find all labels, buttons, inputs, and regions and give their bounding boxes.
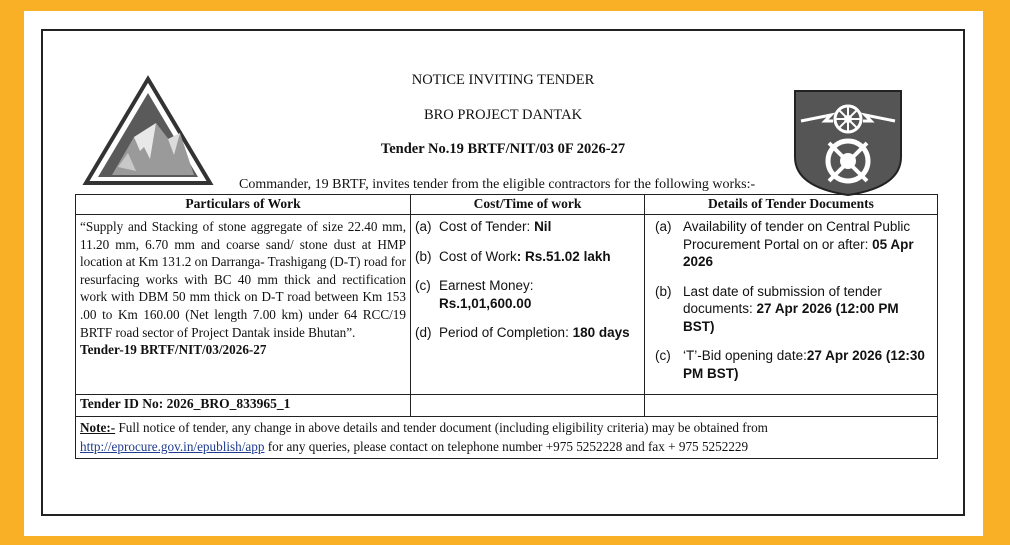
cost-item: (a) Cost of Tender: Nil <box>415 219 552 234</box>
eprocure-link[interactable]: http://eprocure.gov.in/epublish/app <box>80 438 265 454</box>
notice-title: NOTICE INVITING TENDER <box>411 72 595 88</box>
notice-paper <box>24 11 983 536</box>
notice-frame <box>41 29 965 516</box>
note-text: Full notice of tender, any change in above details and tender document (including eligibility criteria) may be obtained from <box>115 420 768 435</box>
table-header-row <box>76 195 938 215</box>
header-documents: Details of Tender Documents <box>645 195 938 215</box>
work-cell <box>76 215 411 395</box>
document-item: (a) Availability of tender on Central Public Procurement Portal on or after: 05 Apr 2026 <box>655 219 914 269</box>
bro-mountain-logo <box>82 75 214 187</box>
document-item: (b) Last date of submission of tender documents: 27 Apr 2026 (12:00 PM BST) <box>655 283 899 334</box>
project-name: BRO PROJECT DANTAK <box>423 107 583 123</box>
tender-id-row <box>76 395 938 417</box>
documents-cell <box>645 215 938 395</box>
tender-table <box>75 194 938 459</box>
cost-item: (c) Earnest Money: Rs.1,01,600.00 <box>415 278 534 311</box>
note-label: Note:- <box>80 420 116 435</box>
note-contact: for any queries, please contact on telephone number +975 5252228 and fax + 975 5252229 <box>264 438 749 454</box>
note-row <box>76 417 938 459</box>
tender-id: Tender ID No: 2026_BRO_833965_1 <box>76 395 411 417</box>
cost-item: (d) Period of Completion: 180 days <box>415 325 630 340</box>
work-reference: Tender-19 BRTF/NIT/03/2026-27 <box>80 342 267 358</box>
cost-item: (b) Cost of Work: Rs.51.02 lakh <box>415 248 611 264</box>
intro-text: Commander, 19 BRTF, invites tender from the eligible contractors for the following works:- <box>239 177 756 192</box>
header-particulars: Particulars of Work <box>76 195 411 215</box>
work-description: “Supply and Stacking of stone aggregate of size 22.40 mm, 11.20 mm, 6.70 mm and coarse sand/ stone dust at HMP location at Km 131.2 on Darranga- Trashigang (D-T) road for resurfacing works with BC 40 mm thick and rectification work with DBM 50 mm thick on D-T road between Km 153 .00 to Km 160.00 (Net length 7.00 km) under 64 RCC/19 BRTF road sector of Project Dantak inside Bhutan”. <box>80 219 406 340</box>
tender-number: Tender No.19 BRTF/NIT/03 0F 2026-27 <box>380 141 626 157</box>
table-row <box>76 215 938 395</box>
costs-cell <box>411 215 645 395</box>
note-cell <box>76 417 938 459</box>
header-cost-time: Cost/Time of work <box>411 195 645 215</box>
document-item: (c) ‘T’-Bid opening date:27 Apr 2026 (12:30 PM BST) <box>655 348 925 381</box>
